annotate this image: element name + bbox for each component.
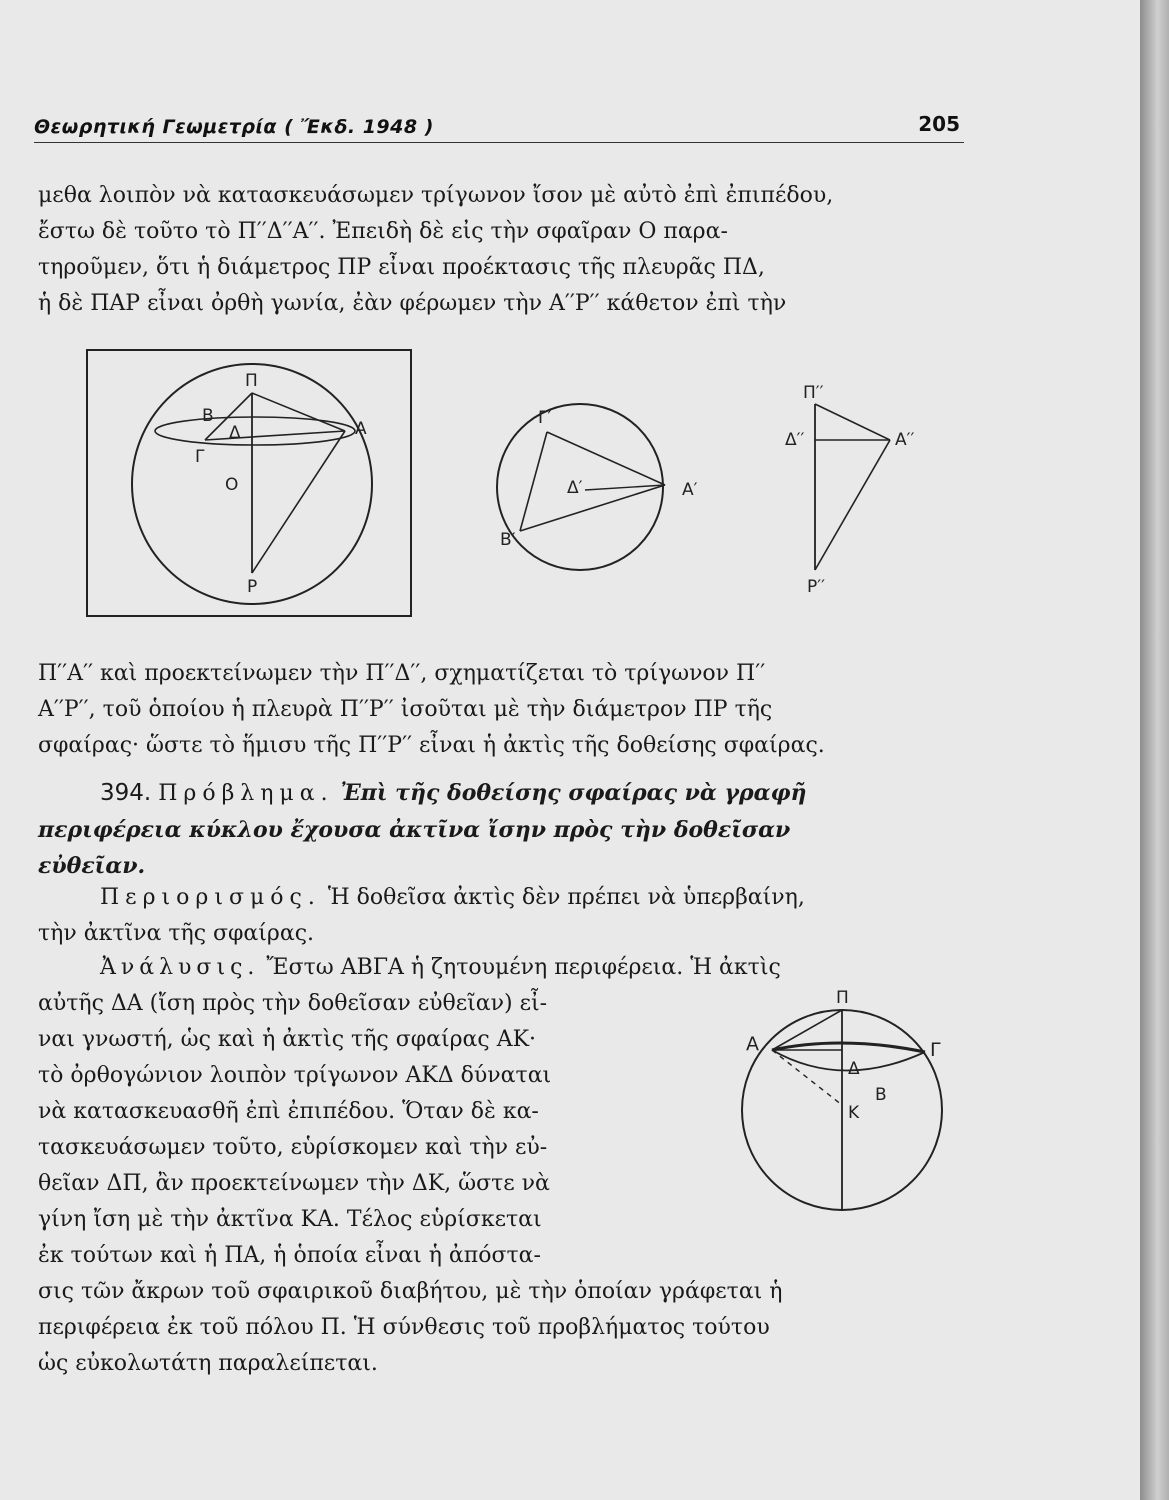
line-PA bbox=[252, 393, 345, 431]
text-line: θεῖαν ΔΠ, ἂν προεκτείνωμεν τὴν ΔΚ, ὥστε νὰ bbox=[38, 1171, 550, 1196]
label-A: Α′′ bbox=[895, 430, 915, 450]
text-line: Α′′Ρ′′, τοῦ ὁποίου ἡ πλευρὰ Π′′Ρ′′ ἰσοῦται μὲ τὴν διάμετρον ΠΡ τῆς bbox=[38, 697, 773, 722]
periorismos-section bbox=[38, 880, 968, 952]
text-line: αὐτῆς ΔΑ (ἴση πρὸς τὴν δοθεῖσαν εὐθεῖαν) εἶ- bbox=[38, 991, 548, 1016]
label-P: Π bbox=[245, 371, 258, 391]
figure-right-triangle bbox=[775, 370, 945, 600]
text-line: ναι γνωστή, ὡς καὶ ἡ ἀκτὶς τῆς σφαίρας ΑΚ· bbox=[38, 1027, 537, 1052]
problem-statement bbox=[38, 775, 968, 884]
text-line: μεθα λοιπὸν νὰ κατασκευάσωμεν τρίγωνον ἴσον μὲ αὐτὸ ἐπὶ ἐπιπέδου, bbox=[38, 183, 834, 208]
text-line: γίνη ἴση μὲ τὴν ἀκτῖνα ΚΑ. Τέλος εὑρίσκεται bbox=[38, 1207, 542, 1232]
small-circle-ellipse bbox=[155, 417, 355, 445]
line-GB bbox=[520, 432, 547, 531]
paragraph-continuation bbox=[38, 178, 968, 322]
problem-number: 394. bbox=[100, 780, 152, 806]
line-PA bbox=[815, 404, 890, 440]
label-B: Β′ bbox=[500, 530, 516, 550]
label-P: Π′′ bbox=[803, 383, 824, 403]
label-R: Ρ′′ bbox=[807, 577, 825, 597]
text-line: σφαίρας· ὥστε τὸ ἥμισυ τῆς Π′′Ρ′′ εἶναι ἡ ἀκτὶς τῆς δοθείσης σφαίρας. bbox=[38, 733, 825, 758]
text-line: τὸ ὀρθογώνιον λοιπὸν τρίγωνον ΑΚΔ δύναται bbox=[38, 1063, 552, 1088]
section-label: Περιορισμός. bbox=[100, 885, 321, 910]
paragraph-conclusion bbox=[38, 656, 968, 764]
label-G: Γ bbox=[930, 1039, 941, 1061]
text-line: σις τῶν ἄκρων τοῦ σφαιρικοῦ διαβήτου, μὲ τὴν ὁποίαν γράφεται ἡ bbox=[38, 1279, 783, 1304]
label-D: Δ′′ bbox=[785, 430, 805, 450]
section-label: Ἀνάλυσις. bbox=[100, 955, 260, 980]
label-A: Α′ bbox=[682, 480, 698, 500]
text-line: Ἡ δοθεῖσα ἀκτὶς δὲν πρέπει νὰ ὑπερβαίνη, bbox=[327, 885, 805, 910]
page-edge bbox=[1140, 0, 1169, 1500]
line-BA bbox=[520, 485, 665, 531]
running-header bbox=[34, 110, 964, 143]
line-AK bbox=[772, 1050, 842, 1105]
text-line: τὴν ἀκτῖνα τῆς σφαίρας. bbox=[38, 921, 315, 946]
label-B: Β bbox=[202, 406, 214, 426]
text-line: ἡ δὲ ΠΑΡ εἶναι ὀρθὴ γωνία, ἐὰν φέρωμεν τὴν Α′′Ρ′′ κάθετον ἐπὶ τὴν bbox=[38, 291, 787, 316]
page-number: 205 bbox=[918, 112, 960, 136]
label-D: Δ bbox=[848, 1059, 860, 1079]
text-line: ὡς εὐκολωτάτη παραλείπεται. bbox=[38, 1351, 378, 1376]
text-line: ἔστω δὲ τοῦτο τὸ Π′′Δ′′Α′′. Ἐπειδὴ δὲ εἰς τὴν σφαῖραν Ο παρα- bbox=[38, 219, 728, 244]
text-line: Π′′Α′′ καὶ προεκτείνωμεν τὴν Π′′Δ′′, σχηματίζεται τὸ τρίγωνον Π′′ bbox=[38, 661, 766, 686]
label-A: Α bbox=[355, 419, 367, 439]
label-G: Γ′ bbox=[538, 408, 552, 428]
text-line: τηροῦμεν, ὅτι ἡ διάμετρος ΠΡ εἶναι προέκτασις τῆς πλευρᾶς ΠΔ, bbox=[38, 255, 765, 280]
problem-text: Ἐπὶ τῆς δοθείσης σφαίρας νὰ γραφῆ bbox=[340, 780, 807, 806]
text-line: τασκευάσωμεν τοῦτο, εὑρίσκομεν καὶ τὴν εὐ- bbox=[38, 1135, 548, 1160]
problem-text: εὐθεῖαν. bbox=[38, 853, 146, 879]
label-K: Κ bbox=[848, 1103, 860, 1123]
label-D: Δ′ bbox=[567, 478, 583, 498]
label-O: Ο bbox=[225, 475, 239, 495]
problem-label: Πρόβλημα. bbox=[158, 781, 334, 806]
figure-circle-triangle bbox=[490, 395, 730, 575]
figure-sphere-section bbox=[85, 348, 415, 620]
line-AR bbox=[252, 431, 345, 573]
label-G: Γ bbox=[195, 447, 205, 467]
text-line: ἐκ τούτων καὶ ἡ ΠΑ, ἡ ὁποία εἶναι ἡ ἀπόστα- bbox=[38, 1243, 541, 1268]
text-line: Ἔστω ΑΒΓΑ ἡ ζητουμένη περιφέρεια. Ἡ ἀκτὶς bbox=[266, 955, 781, 980]
label-B: Β bbox=[875, 1085, 887, 1105]
line-AR bbox=[815, 440, 890, 570]
label-A: Α bbox=[746, 1033, 759, 1055]
book-title: Θεωρητική Γεωμετρία ( Ἔκδ. 1948 ) bbox=[34, 116, 434, 138]
figure-sphere-small-circle bbox=[730, 990, 960, 1220]
line-GA bbox=[205, 431, 345, 440]
label-R: Ρ bbox=[247, 577, 258, 597]
problem-text: περιφέρεια κύκλου ἔχουσα ἀκτῖνα ἴσην πρὸς τὴν δοθεῖσαν bbox=[38, 817, 791, 843]
text-line: περιφέρεια ἐκ τοῦ πόλου Π. Ἡ σύνθεσις τοῦ προβλήματος τούτου bbox=[38, 1315, 770, 1340]
text-line: νὰ κατασκευασθῆ ἐπὶ ἐπιπέδου. Ὅταν δὲ κα- bbox=[38, 1099, 539, 1124]
label-P: Π bbox=[836, 990, 849, 1008]
label-D: Δ bbox=[229, 423, 241, 443]
